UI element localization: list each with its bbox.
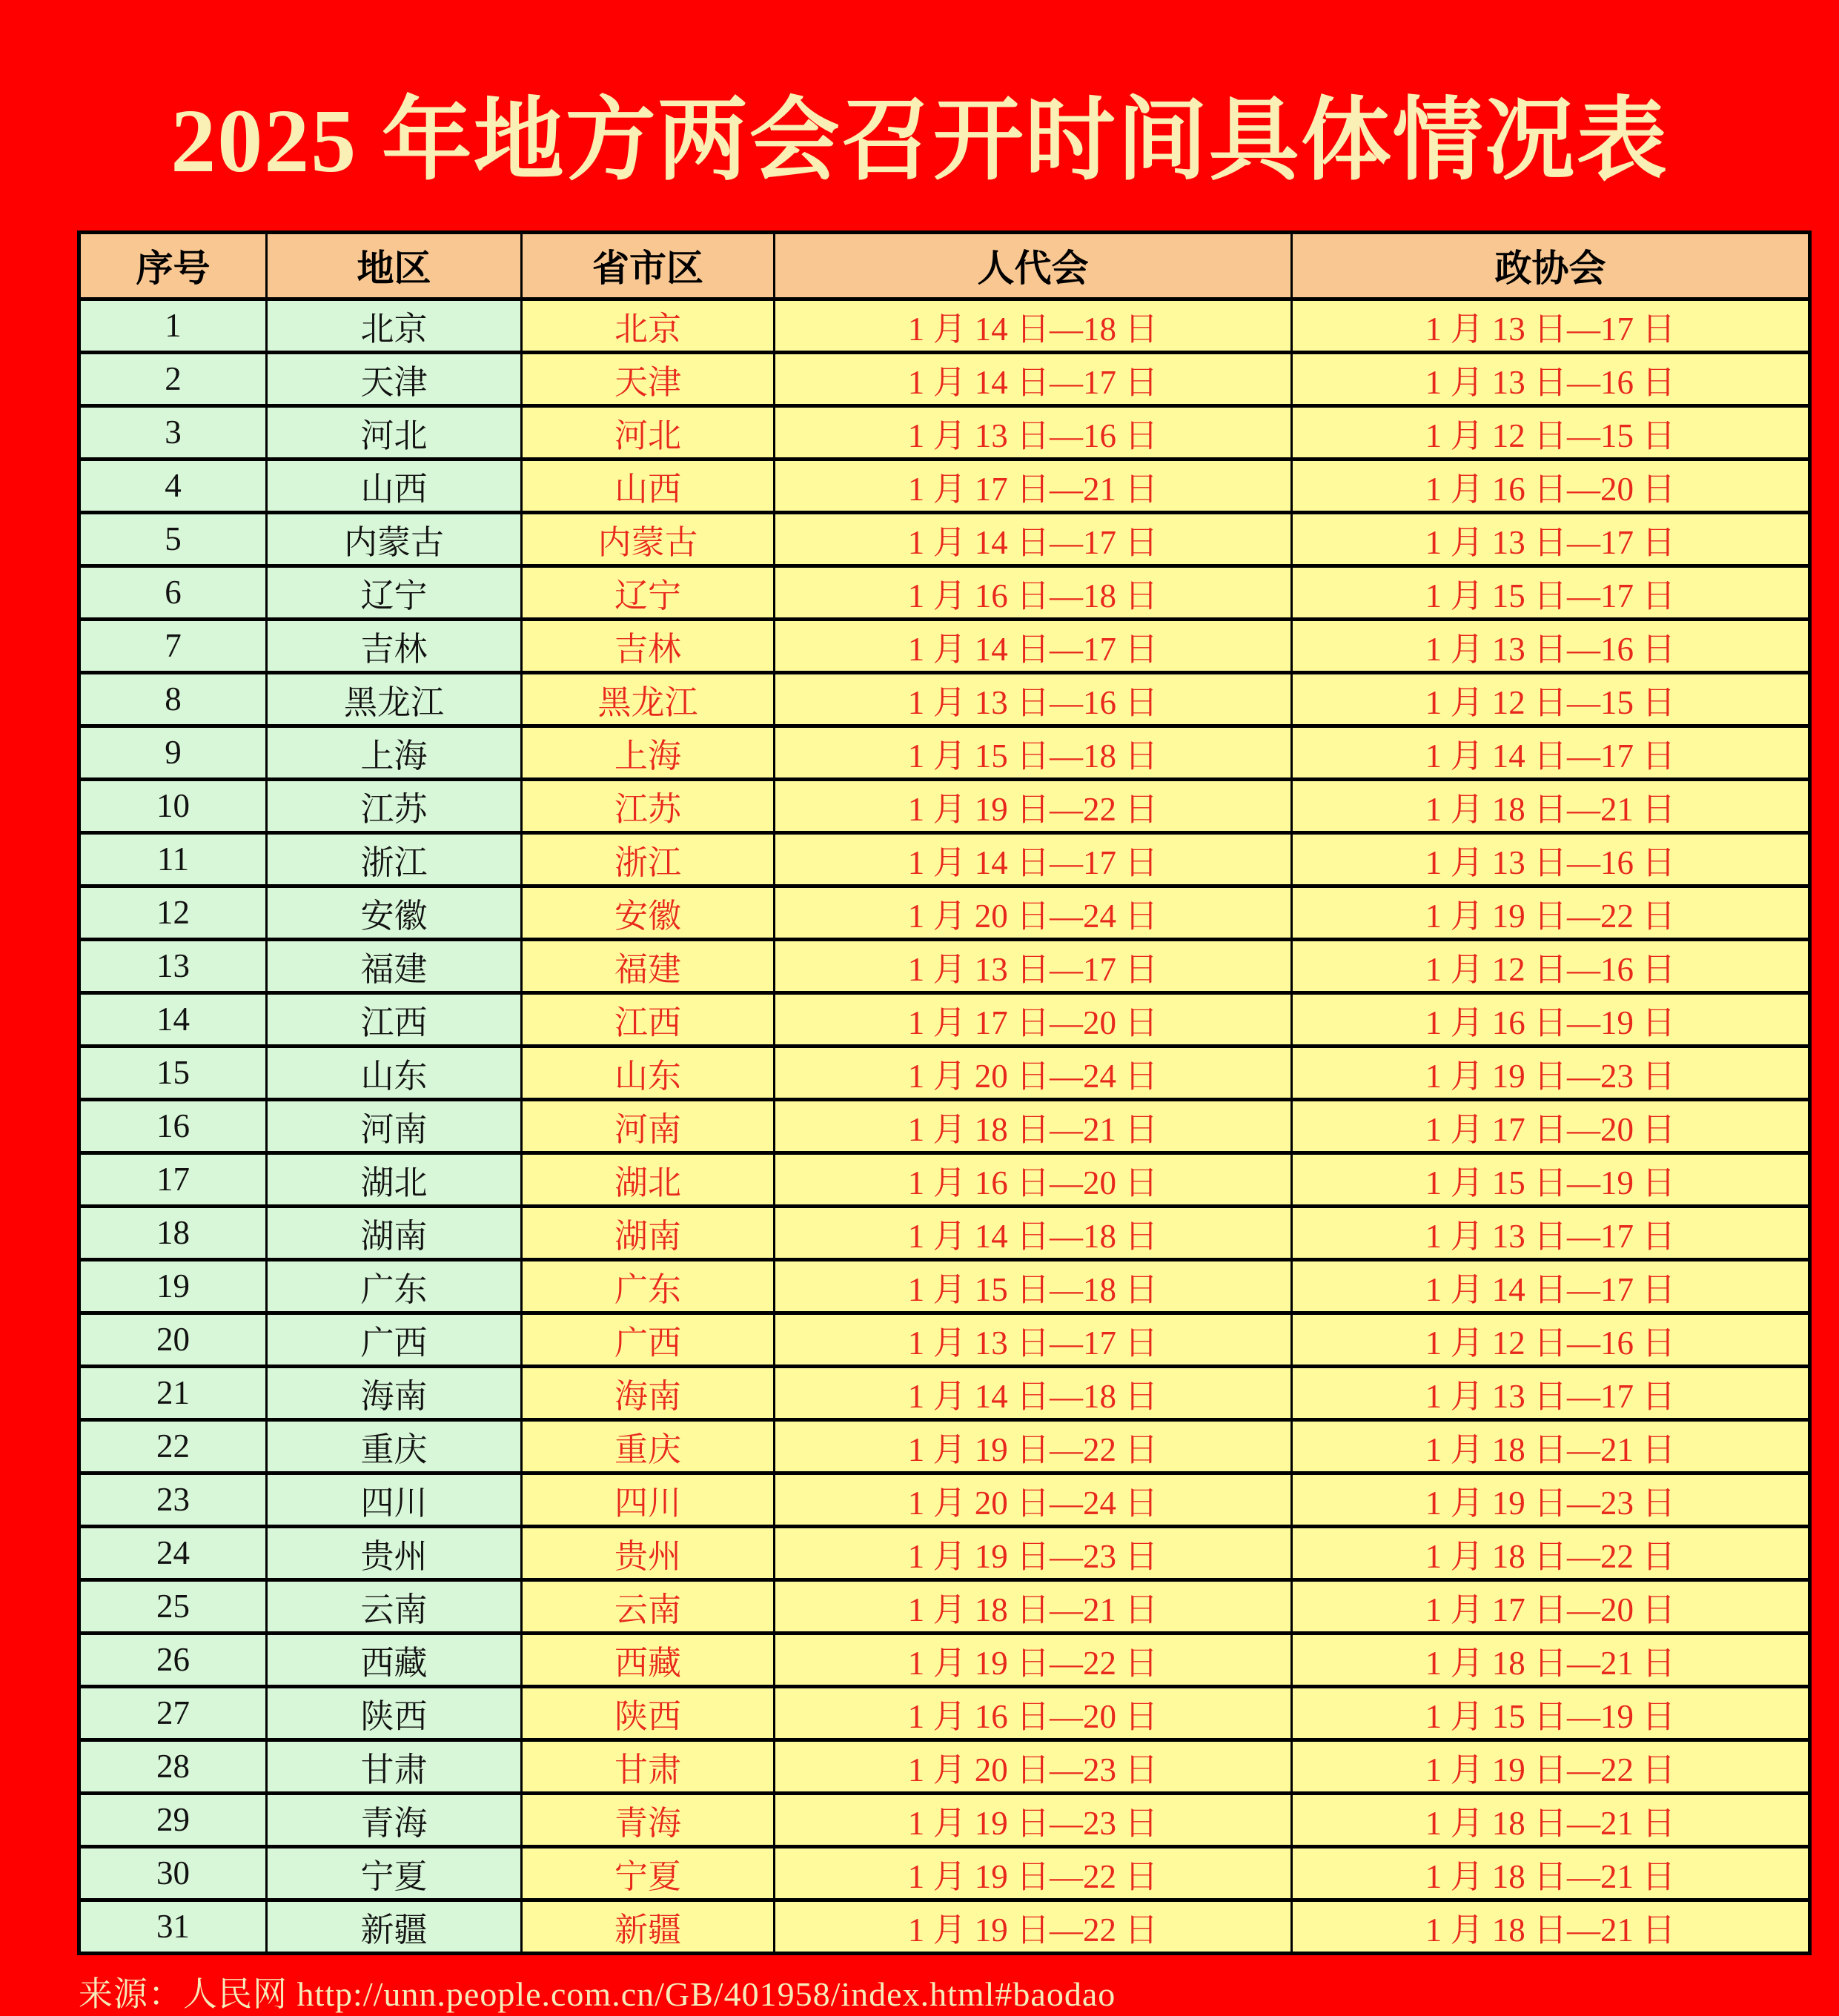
cell-serial: 8 bbox=[79, 672, 267, 726]
cell-peoples-congress-dates: 1 月 13 日—16 日 bbox=[775, 405, 1292, 459]
cell-region: 福建 bbox=[267, 939, 522, 992]
cell-peoples-congress-dates: 1 月 20 日—24 日 bbox=[775, 1473, 1292, 1526]
cell-cppcc-dates: 1 月 19 日—23 日 bbox=[1292, 1046, 1810, 1099]
cell-peoples-congress-dates: 1 月 14 日—17 日 bbox=[775, 832, 1292, 886]
cell-peoples-congress-dates: 1 月 19 日—22 日 bbox=[775, 1900, 1292, 1953]
cell-cppcc-dates: 1 月 18 日—21 日 bbox=[1292, 1793, 1810, 1846]
cell-cppcc-dates: 1 月 13 日—16 日 bbox=[1292, 619, 1810, 672]
cell-peoples-congress-dates: 1 月 15 日—18 日 bbox=[775, 726, 1292, 779]
cell-peoples-congress-dates: 1 月 15 日—18 日 bbox=[775, 1259, 1292, 1313]
cell-province: 广西 bbox=[522, 1313, 775, 1366]
cell-region: 青海 bbox=[267, 1793, 522, 1846]
cell-serial: 3 bbox=[79, 405, 267, 459]
cell-serial: 6 bbox=[79, 566, 267, 619]
cell-region: 内蒙古 bbox=[267, 512, 522, 566]
table-row bbox=[79, 939, 1810, 992]
table-row bbox=[79, 1153, 1810, 1206]
table-row bbox=[79, 1259, 1810, 1313]
cell-region: 甘肃 bbox=[267, 1740, 522, 1793]
cell-peoples-congress-dates: 1 月 18 日—21 日 bbox=[775, 1099, 1292, 1153]
cell-province: 吉林 bbox=[522, 619, 775, 672]
cell-peoples-congress-dates: 1 月 16 日—20 日 bbox=[775, 1686, 1292, 1740]
cell-cppcc-dates: 1 月 13 日—17 日 bbox=[1292, 512, 1810, 566]
cell-serial: 10 bbox=[79, 779, 267, 832]
cell-serial: 19 bbox=[79, 1259, 267, 1313]
cell-region: 天津 bbox=[267, 352, 522, 405]
cell-cppcc-dates: 1 月 17 日—20 日 bbox=[1292, 1579, 1810, 1633]
cell-region: 湖北 bbox=[267, 1153, 522, 1206]
cell-region: 河南 bbox=[267, 1099, 522, 1153]
cell-cppcc-dates: 1 月 13 日—16 日 bbox=[1292, 352, 1810, 405]
cell-region: 北京 bbox=[267, 299, 522, 352]
cell-province: 广东 bbox=[522, 1259, 775, 1313]
table-row bbox=[79, 1099, 1810, 1153]
cell-serial: 29 bbox=[79, 1793, 267, 1846]
cell-region: 浙江 bbox=[267, 832, 522, 886]
cell-serial: 26 bbox=[79, 1633, 267, 1686]
cell-serial: 15 bbox=[79, 1046, 267, 1099]
cell-province: 宁夏 bbox=[522, 1846, 775, 1900]
cell-serial: 18 bbox=[79, 1206, 267, 1259]
cell-serial: 20 bbox=[79, 1313, 267, 1366]
cell-peoples-congress-dates: 1 月 20 日—24 日 bbox=[775, 1046, 1292, 1099]
cell-cppcc-dates: 1 月 18 日—21 日 bbox=[1292, 1846, 1810, 1900]
cell-province: 湖南 bbox=[522, 1206, 775, 1259]
cell-serial: 30 bbox=[79, 1846, 267, 1900]
header-province: 省市区 bbox=[522, 232, 775, 299]
table-row bbox=[79, 1366, 1810, 1419]
cell-region: 山东 bbox=[267, 1046, 522, 1099]
header-serial: 序号 bbox=[79, 232, 267, 299]
cell-cppcc-dates: 1 月 12 日—16 日 bbox=[1292, 1313, 1810, 1366]
cell-serial: 4 bbox=[79, 459, 267, 512]
table-body bbox=[79, 299, 1810, 1953]
cell-cppcc-dates: 1 月 16 日—20 日 bbox=[1292, 459, 1810, 512]
cell-cppcc-dates: 1 月 18 日—21 日 bbox=[1292, 1633, 1810, 1686]
cell-region: 西藏 bbox=[267, 1633, 522, 1686]
cell-region: 河北 bbox=[267, 405, 522, 459]
cell-cppcc-dates: 1 月 13 日—17 日 bbox=[1292, 299, 1810, 352]
cell-peoples-congress-dates: 1 月 14 日—18 日 bbox=[775, 1366, 1292, 1419]
cell-serial: 11 bbox=[79, 832, 267, 886]
cell-cppcc-dates: 1 月 12 日—15 日 bbox=[1292, 405, 1810, 459]
cell-serial: 17 bbox=[79, 1153, 267, 1206]
cell-cppcc-dates: 1 月 13 日—17 日 bbox=[1292, 1366, 1810, 1419]
table-row bbox=[79, 1419, 1810, 1473]
cell-region: 四川 bbox=[267, 1473, 522, 1526]
cell-province: 贵州 bbox=[522, 1526, 775, 1579]
cell-province: 河南 bbox=[522, 1099, 775, 1153]
cell-peoples-congress-dates: 1 月 14 日—17 日 bbox=[775, 619, 1292, 672]
cell-province: 西藏 bbox=[522, 1633, 775, 1686]
cell-peoples-congress-dates: 1 月 14 日—17 日 bbox=[775, 352, 1292, 405]
cell-province: 甘肃 bbox=[522, 1740, 775, 1793]
cell-cppcc-dates: 1 月 17 日—20 日 bbox=[1292, 1099, 1810, 1153]
cell-province: 天津 bbox=[522, 352, 775, 405]
cell-province: 内蒙古 bbox=[522, 512, 775, 566]
cell-province: 青海 bbox=[522, 1793, 775, 1846]
cell-region: 重庆 bbox=[267, 1419, 522, 1473]
table-row bbox=[79, 1206, 1810, 1259]
cell-province: 山东 bbox=[522, 1046, 775, 1099]
header-cppcc: 政协会 bbox=[1292, 232, 1810, 299]
cell-province: 云南 bbox=[522, 1579, 775, 1633]
cell-cppcc-dates: 1 月 19 日—22 日 bbox=[1292, 886, 1810, 939]
cell-region: 上海 bbox=[267, 726, 522, 779]
cell-province: 山西 bbox=[522, 459, 775, 512]
cell-peoples-congress-dates: 1 月 20 日—24 日 bbox=[775, 886, 1292, 939]
table-row bbox=[79, 1579, 1810, 1633]
cell-peoples-congress-dates: 1 月 14 日—18 日 bbox=[775, 1206, 1292, 1259]
table-row bbox=[79, 992, 1810, 1046]
cell-serial: 14 bbox=[79, 992, 267, 1046]
cell-peoples-congress-dates: 1 月 14 日—17 日 bbox=[775, 512, 1292, 566]
cell-region: 安徽 bbox=[267, 886, 522, 939]
cell-peoples-congress-dates: 1 月 14 日—18 日 bbox=[775, 299, 1292, 352]
cell-cppcc-dates: 1 月 14 日—17 日 bbox=[1292, 726, 1810, 779]
table-row bbox=[79, 1473, 1810, 1526]
cell-peoples-congress-dates: 1 月 17 日—21 日 bbox=[775, 459, 1292, 512]
cell-province: 海南 bbox=[522, 1366, 775, 1419]
cell-serial: 13 bbox=[79, 939, 267, 992]
table-row bbox=[79, 1526, 1810, 1579]
table-row bbox=[79, 405, 1810, 459]
cell-cppcc-dates: 1 月 13 日—16 日 bbox=[1292, 832, 1810, 886]
header-peoples-congress: 人代会 bbox=[775, 232, 1292, 299]
cell-peoples-congress-dates: 1 月 13 日—16 日 bbox=[775, 672, 1292, 726]
cell-cppcc-dates: 1 月 19 日—22 日 bbox=[1292, 1740, 1810, 1793]
table-row bbox=[79, 779, 1810, 832]
cell-peoples-congress-dates: 1 月 19 日—22 日 bbox=[775, 1419, 1292, 1473]
cell-province: 四川 bbox=[522, 1473, 775, 1526]
cell-serial: 23 bbox=[79, 1473, 267, 1526]
cell-province: 河北 bbox=[522, 405, 775, 459]
cell-peoples-congress-dates: 1 月 19 日—22 日 bbox=[775, 779, 1292, 832]
table-row bbox=[79, 299, 1810, 352]
cell-serial: 7 bbox=[79, 619, 267, 672]
table-row bbox=[79, 1846, 1810, 1900]
table-row bbox=[79, 832, 1810, 886]
cell-cppcc-dates: 1 月 15 日—19 日 bbox=[1292, 1686, 1810, 1740]
cell-region: 陕西 bbox=[267, 1686, 522, 1740]
cell-cppcc-dates: 1 月 18 日—21 日 bbox=[1292, 1419, 1810, 1473]
table-row bbox=[79, 512, 1810, 566]
table-row bbox=[79, 566, 1810, 619]
cell-peoples-congress-dates: 1 月 18 日—21 日 bbox=[775, 1579, 1292, 1633]
cell-cppcc-dates: 1 月 19 日—23 日 bbox=[1292, 1473, 1810, 1526]
cell-peoples-congress-dates: 1 月 19 日—23 日 bbox=[775, 1526, 1292, 1579]
cell-province: 北京 bbox=[522, 299, 775, 352]
table-row bbox=[79, 1633, 1810, 1686]
cell-serial: 24 bbox=[79, 1526, 267, 1579]
cell-region: 海南 bbox=[267, 1366, 522, 1419]
cell-region: 辽宁 bbox=[267, 566, 522, 619]
cell-serial: 2 bbox=[79, 352, 267, 405]
table-row bbox=[79, 886, 1810, 939]
cell-province: 辽宁 bbox=[522, 566, 775, 619]
cell-cppcc-dates: 1 月 15 日—17 日 bbox=[1292, 566, 1810, 619]
cell-cppcc-dates: 1 月 18 日—22 日 bbox=[1292, 1526, 1810, 1579]
table-row bbox=[79, 1740, 1810, 1793]
cell-serial: 27 bbox=[79, 1686, 267, 1740]
cell-region: 黑龙江 bbox=[267, 672, 522, 726]
cell-cppcc-dates: 1 月 16 日—19 日 bbox=[1292, 992, 1810, 1046]
table-row bbox=[79, 672, 1810, 726]
cell-province: 上海 bbox=[522, 726, 775, 779]
table-row bbox=[79, 352, 1810, 405]
source-note: 来源：人民网 http://unn.people.com.cn/GB/401958/index.html#baodao bbox=[79, 1974, 1116, 2013]
page-title: 2025 年地方两会召开时间具体情况表 bbox=[170, 91, 1669, 191]
table-header-row bbox=[79, 232, 1810, 299]
cell-serial: 31 bbox=[79, 1900, 267, 1953]
cell-serial: 21 bbox=[79, 1366, 267, 1419]
cell-region: 江苏 bbox=[267, 779, 522, 832]
cell-serial: 22 bbox=[79, 1419, 267, 1473]
cell-province: 福建 bbox=[522, 939, 775, 992]
cell-region: 宁夏 bbox=[267, 1846, 522, 1900]
table-row bbox=[79, 619, 1810, 672]
cell-peoples-congress-dates: 1 月 19 日—23 日 bbox=[775, 1793, 1292, 1846]
cell-peoples-congress-dates: 1 月 20 日—23 日 bbox=[775, 1740, 1292, 1793]
cell-region: 贵州 bbox=[267, 1526, 522, 1579]
cell-province: 湖北 bbox=[522, 1153, 775, 1206]
cell-cppcc-dates: 1 月 12 日—15 日 bbox=[1292, 672, 1810, 726]
cell-region: 湖南 bbox=[267, 1206, 522, 1259]
cell-serial: 5 bbox=[79, 512, 267, 566]
table-row bbox=[79, 1046, 1810, 1099]
cell-province: 江苏 bbox=[522, 779, 775, 832]
cell-region: 新疆 bbox=[267, 1900, 522, 1953]
table-header bbox=[79, 232, 1810, 299]
cell-cppcc-dates: 1 月 14 日—17 日 bbox=[1292, 1259, 1810, 1313]
table-row bbox=[79, 459, 1810, 512]
table-row bbox=[79, 1793, 1810, 1846]
cell-cppcc-dates: 1 月 18 日—21 日 bbox=[1292, 779, 1810, 832]
cell-serial: 12 bbox=[79, 886, 267, 939]
cell-peoples-congress-dates: 1 月 13 日—17 日 bbox=[775, 1313, 1292, 1366]
cell-cppcc-dates: 1 月 13 日—17 日 bbox=[1292, 1206, 1810, 1259]
cell-region: 广西 bbox=[267, 1313, 522, 1366]
cell-province: 陕西 bbox=[522, 1686, 775, 1740]
cell-peoples-congress-dates: 1 月 16 日—20 日 bbox=[775, 1153, 1292, 1206]
header-region: 地区 bbox=[267, 232, 522, 299]
cell-cppcc-dates: 1 月 12 日—16 日 bbox=[1292, 939, 1810, 992]
cell-province: 安徽 bbox=[522, 886, 775, 939]
cell-province: 浙江 bbox=[522, 832, 775, 886]
cell-region: 山西 bbox=[267, 459, 522, 512]
cell-cppcc-dates: 1 月 18 日—21 日 bbox=[1292, 1900, 1810, 1953]
table-row bbox=[79, 1313, 1810, 1366]
cell-serial: 1 bbox=[79, 299, 267, 352]
cell-region: 吉林 bbox=[267, 619, 522, 672]
cell-province: 重庆 bbox=[522, 1419, 775, 1473]
table-row bbox=[79, 726, 1810, 779]
table-row bbox=[79, 1900, 1810, 1953]
cell-peoples-congress-dates: 1 月 17 日—20 日 bbox=[775, 992, 1292, 1046]
cell-region: 江西 bbox=[267, 992, 522, 1046]
cell-serial: 9 bbox=[79, 726, 267, 779]
cell-region: 云南 bbox=[267, 1579, 522, 1633]
cell-province: 江西 bbox=[522, 992, 775, 1046]
cell-peoples-congress-dates: 1 月 13 日—17 日 bbox=[775, 939, 1292, 992]
schedule-table bbox=[77, 231, 1812, 1955]
table-row bbox=[79, 1686, 1810, 1740]
cell-province: 黑龙江 bbox=[522, 672, 775, 726]
cell-serial: 25 bbox=[79, 1579, 267, 1633]
cell-serial: 28 bbox=[79, 1740, 267, 1793]
cell-peoples-congress-dates: 1 月 19 日—22 日 bbox=[775, 1846, 1292, 1900]
cell-province: 新疆 bbox=[522, 1900, 775, 1953]
cell-region: 广东 bbox=[267, 1259, 522, 1313]
cell-serial: 16 bbox=[79, 1099, 267, 1153]
cell-cppcc-dates: 1 月 15 日—19 日 bbox=[1292, 1153, 1810, 1206]
cell-peoples-congress-dates: 1 月 16 日—18 日 bbox=[775, 566, 1292, 619]
cell-peoples-congress-dates: 1 月 19 日—22 日 bbox=[775, 1633, 1292, 1686]
